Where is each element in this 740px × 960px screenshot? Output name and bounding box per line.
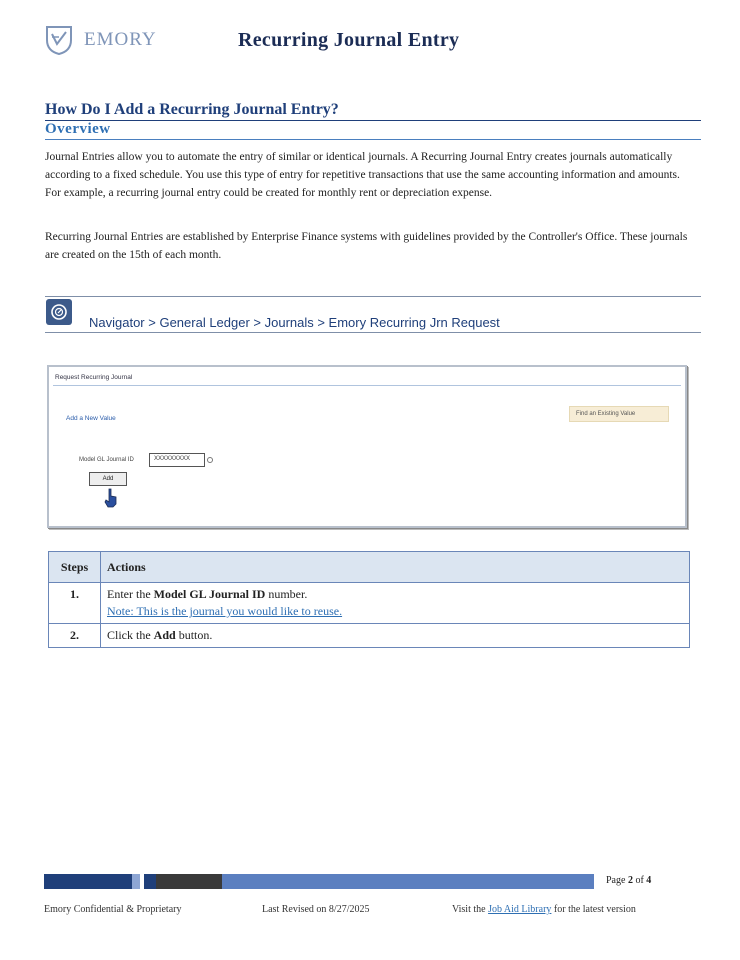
screenshot-page-title: Request Recurring Journal [55, 374, 133, 381]
action-button-name: Add [153, 628, 176, 642]
action-field-name: Model GL Journal ID [153, 587, 266, 601]
footer-bar-segment [144, 874, 156, 889]
page-number [606, 875, 651, 886]
tab-add-new-value: Add a New Value [66, 415, 116, 422]
footer-bar-segment [132, 874, 140, 889]
steps-table [48, 551, 690, 648]
overview-paragraph-2: Recurring Journal Entries are established by Enterprise Finance systems with guidelines provided by the Controller's Office. These journals are created on the 15th of each month. [45, 231, 688, 261]
step-action [101, 583, 690, 624]
navigation-path: Navigator > General Ledger > Journals > Emory Recurring Jrn Request [89, 315, 500, 330]
table-row [49, 624, 690, 648]
current-page: 2 [627, 875, 633, 886]
subheading-divider [45, 139, 701, 140]
confidentiality-notice: Emory Confidential & Proprietary [44, 904, 182, 915]
actions-column-header: Actions [101, 552, 690, 583]
emory-logo [44, 24, 157, 56]
library-notice [452, 904, 636, 915]
hand-cursor-icon [104, 488, 118, 508]
section-heading: How Do I Add a Recurring Journal Entry? [45, 101, 339, 118]
overview-paragraph-1: Journal Entries allow you to automate the entry of similar or identical journals. A Recurring Journal Entry creates journals automatically according to a fixed schedule. You use this type of entry for repetitive transactions that use the same accounting information and amounts. For example, a recurring journal entry could be created for monthly rent or depreciation expense. [45, 151, 680, 199]
heading-divider [45, 120, 701, 121]
nav-divider-bottom [45, 332, 701, 333]
action-text: button. [175, 628, 213, 642]
screenshot-divider [53, 385, 681, 386]
footer-color-bar [44, 874, 594, 889]
nav-divider-top [45, 296, 701, 297]
document-title: Recurring Journal Entry [238, 29, 460, 51]
logo-wordmark: EMORY [84, 29, 157, 50]
page-prefix: Page [606, 875, 628, 886]
lookup-icon [207, 457, 213, 463]
job-aid-library-link[interactable]: Job Aid Library [488, 904, 552, 915]
step-number: 1. [49, 583, 101, 624]
page-header [0, 0, 740, 80]
step-number: 2. [49, 624, 101, 648]
table-row [49, 583, 690, 624]
steps-column-header: Steps [49, 552, 101, 583]
library-notice-prefix: Visit the [452, 904, 489, 915]
footer-bar-segment [44, 874, 132, 889]
total-pages: 4 [646, 875, 652, 886]
action-text: number. [265, 587, 308, 601]
footer-bar-segment [156, 874, 222, 889]
find-existing-value-link: Find an Existing Value [569, 406, 669, 422]
table-header-row [49, 552, 690, 583]
overview-subheading: Overview [45, 121, 111, 137]
action-text: Click the [107, 628, 154, 642]
shield-icon [44, 24, 74, 56]
app-screenshot [47, 365, 687, 528]
library-notice-suffix: for the latest version [551, 904, 636, 915]
last-revised-date: Last Revised on 8/27/2025 [262, 904, 370, 915]
add-button: Add [89, 472, 127, 486]
journal-id-label: Model GL Journal ID [79, 457, 134, 463]
journal-id-input: XXXXXXXXX [149, 453, 205, 467]
page-of: of [632, 875, 647, 886]
action-text: Enter the [107, 587, 154, 601]
footer-bar-segment [222, 874, 594, 889]
step-note: Note: This is the journal you would like to reuse. [107, 604, 343, 618]
compass-icon [46, 299, 72, 325]
step-action [101, 624, 690, 648]
